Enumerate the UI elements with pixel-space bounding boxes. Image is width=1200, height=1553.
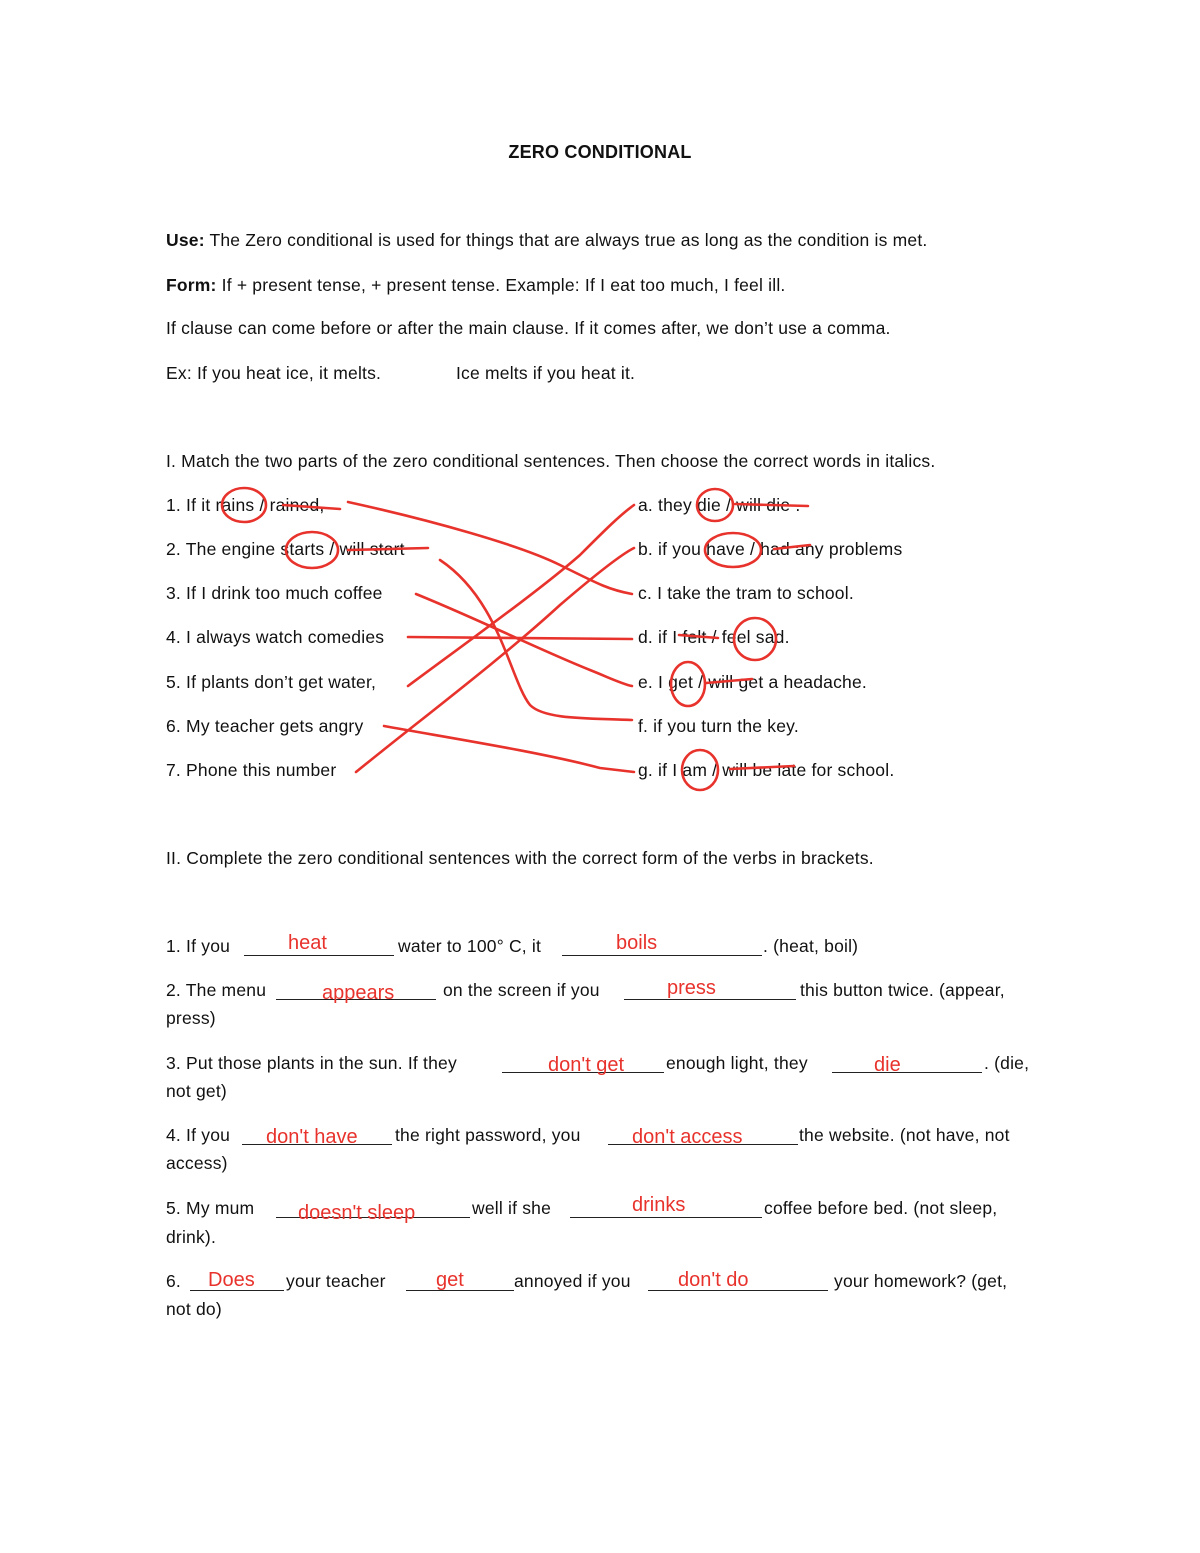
left-item-3: 3. If I drink too much coffee <box>166 583 383 603</box>
q3-part-b: enough light, they <box>666 1053 808 1073</box>
q6-answer-1: Does <box>208 1269 255 1291</box>
clause-note: If clause can come before or after the main clause. If it comes after, we don’t use a comma. <box>166 318 891 338</box>
q1-part-c: . (heat, boil) <box>763 936 859 956</box>
q1-part-a: 1. If you <box>166 936 231 956</box>
q3-answer-2: die <box>874 1054 901 1076</box>
q3-blank-2 <box>832 1072 982 1073</box>
right-item-b: b. if you have / had any problems <box>638 539 903 559</box>
q1-answer-2: boils <box>616 932 658 954</box>
use-label: Use: <box>166 230 205 250</box>
q2-part-b: on the screen if you <box>443 980 600 1000</box>
match-line-6-g <box>384 726 634 772</box>
q2-part-d: press) <box>166 1008 216 1028</box>
right-item-g: g. if I am / will be late for school. <box>638 760 895 780</box>
left-item-4: 4. I always watch comedies <box>166 627 385 647</box>
example-b: Ice melts if you heat it. <box>456 363 636 383</box>
strike-will-be <box>730 766 794 769</box>
q6-part-a: 6. <box>166 1271 181 1291</box>
circle-get <box>671 662 705 706</box>
match-line-5-a <box>408 505 634 686</box>
circle-have <box>705 533 761 567</box>
q6-answer-3: don't do <box>678 1269 749 1291</box>
right-item-c: c. I take the tram to school. <box>638 583 854 603</box>
q5-part-a: 5. My mum <box>166 1198 255 1218</box>
q6-part-d: your homework? (get, <box>834 1271 1008 1291</box>
q5-answer-2: drinks <box>632 1194 686 1216</box>
q4-part-a: 4. If you <box>166 1125 231 1145</box>
circle-feel <box>734 618 776 660</box>
circle-die <box>697 489 733 521</box>
right-item-e: e. I get / will get a headache. <box>638 672 867 692</box>
q1-part-b: water to 100° C, it <box>398 936 542 956</box>
q1-blank-1 <box>244 955 394 956</box>
q2-answer-1: appears <box>322 982 395 1004</box>
q4-answer-1: don't have <box>266 1126 358 1148</box>
circle-am <box>682 750 718 790</box>
q1-answer-1: heat <box>288 932 327 954</box>
strike-will-get <box>706 679 752 683</box>
strike-rained <box>283 505 340 509</box>
section1-instruction: I. Match the two parts of the zero conditional sentences. Then choose the correct words in italics. <box>166 451 936 471</box>
strike-had <box>774 545 810 549</box>
q3-answer-1: don't get <box>548 1054 625 1076</box>
q5-part-b: well if she <box>472 1198 552 1218</box>
strike-will-start <box>348 548 428 550</box>
q6-part-c: annoyed if you <box>514 1271 631 1291</box>
q1-blank-2 <box>562 955 762 956</box>
q4-part-b: the right password, you <box>395 1125 581 1145</box>
q6-answer-2: get <box>436 1269 464 1291</box>
circle-rains <box>222 488 266 522</box>
q5-part-d: drink). <box>166 1227 217 1247</box>
strike-felt <box>679 635 718 638</box>
q2-answer-2: press <box>667 977 716 999</box>
q5-answer-1: doesn't sleep <box>298 1202 416 1224</box>
left-item-5: 5. If plants don’t get water, <box>166 672 377 692</box>
form-label: Form: <box>166 275 217 295</box>
q5-blank-2 <box>570 1217 762 1218</box>
q4-part-d: access) <box>166 1153 228 1173</box>
left-item-2: 2. The engine starts / will start <box>166 539 405 559</box>
strike-will-die <box>735 504 808 506</box>
q4-part-c: the website. (not have, not <box>799 1125 1010 1145</box>
q6-part-e: not do) <box>166 1299 222 1319</box>
q3-part-c: . (die, <box>984 1053 1030 1073</box>
left-item-1: 1. If it rains / rained, <box>166 495 325 515</box>
use-text: The Zero conditional is used for things that are always true as long as the condition is met. <box>204 230 928 250</box>
right-item-d: d. if I felt / feel sad. <box>638 627 790 647</box>
q2-part-c: this button twice. (appear, <box>800 980 1005 1000</box>
right-item-f: f. if you turn the key. <box>638 716 799 736</box>
example-a: Ex: If you heat ice, it melts. <box>166 363 382 383</box>
right-item-a: a. they die / will die . <box>638 495 801 515</box>
left-item-7: 7. Phone this number <box>166 760 337 780</box>
q6-part-b: your teacher <box>286 1271 386 1291</box>
section2-instruction: II. Complete the zero conditional sentences with the correct form of the verbs in brackets. <box>166 848 874 868</box>
q2-part-a: 2. The menu <box>166 980 267 1000</box>
q5-part-c: coffee before bed. (not sleep, <box>764 1198 998 1218</box>
left-item-6: 6. My teacher gets angry <box>166 716 364 736</box>
q3-part-d: not get) <box>166 1081 227 1101</box>
page-title: ZERO CONDITIONAL <box>508 142 692 162</box>
circle-starts <box>286 532 338 568</box>
q3-part-a: 3. Put those plants in the sun. If they <box>166 1053 457 1073</box>
q4-answer-2: don't access <box>632 1126 743 1148</box>
form-text: If + present tense, + present tense. Example: If I eat too much, I feel ill. <box>216 275 786 295</box>
